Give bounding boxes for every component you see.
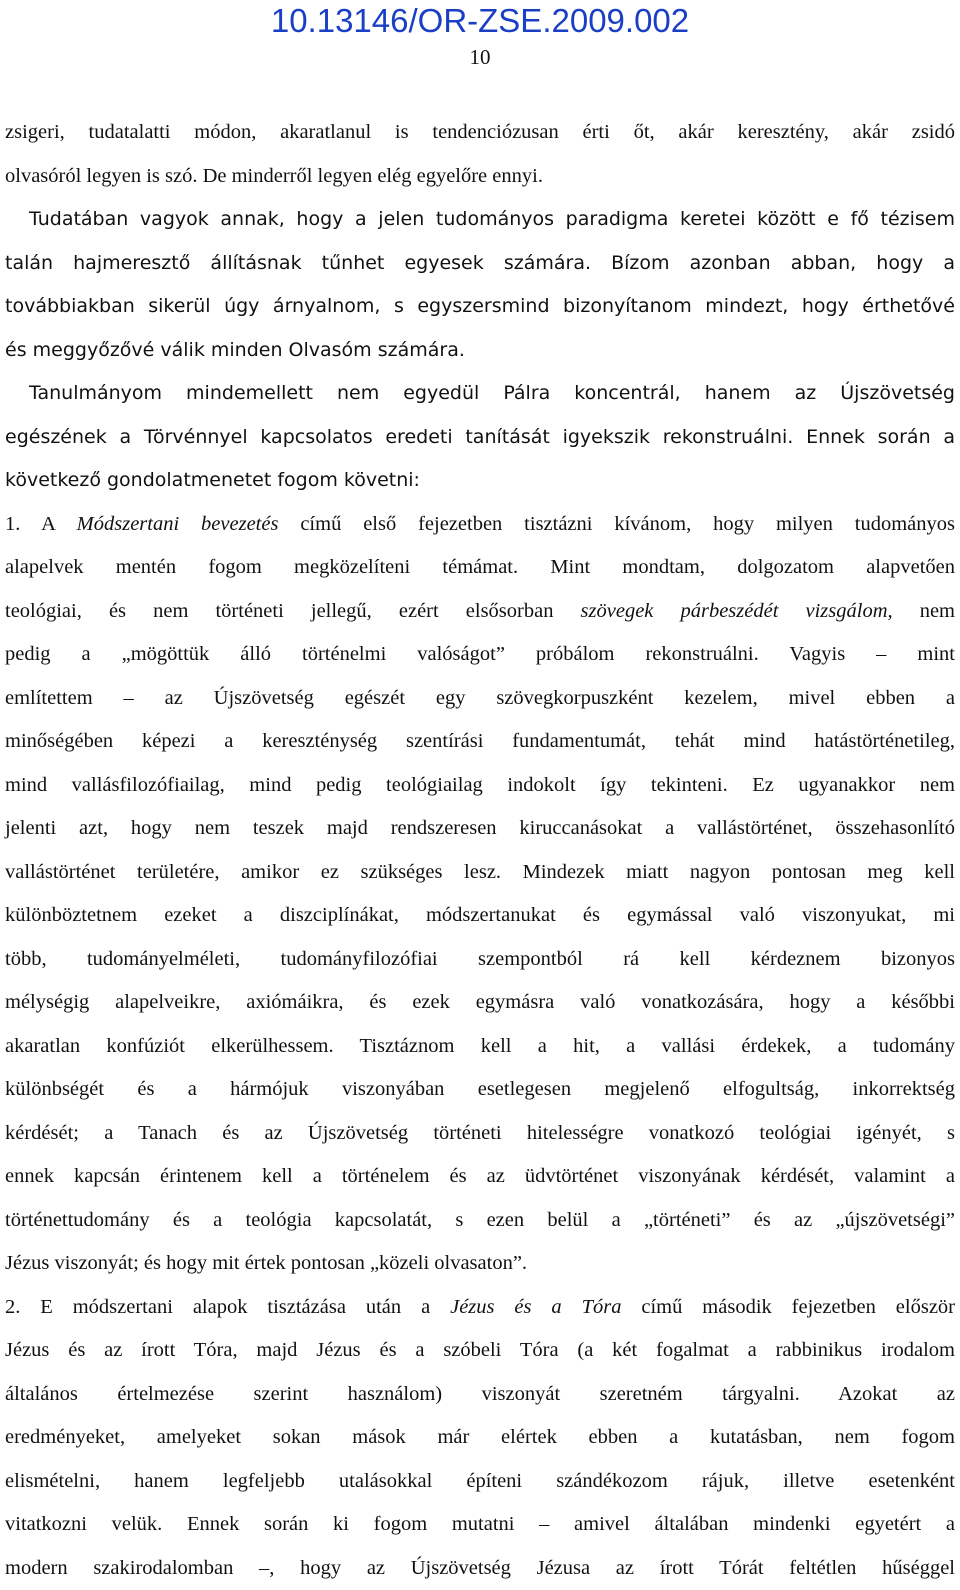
text-segment: teológiai, és nem történeti jellegű, ezért elsősorban bbox=[5, 600, 581, 622]
text-line: vitatkozni velük. Ennek során ki fogom mutatni – amivel általában mindenki egyetért a bbox=[5, 1503, 955, 1547]
text-segment: nem bbox=[893, 600, 955, 622]
text-line: zsigeri, tudatalatti módon, akaratlanul is tendenciózusan érti őt, akár keresztény, akár zsidó bbox=[5, 111, 955, 155]
text-line: jelenti azt, hogy nem teszek majd rendszeresen kiruccanásokat a vallástörténet, összehasonlító bbox=[5, 807, 955, 851]
italic-title: szövegek párbeszédét vizsgálom, bbox=[581, 600, 893, 622]
text-line: Tanulmányom mindemellett nem egyedül Pálra koncentrál, hanem az Újszövetség bbox=[5, 372, 955, 416]
text-line bbox=[5, 590, 955, 634]
italic-title: Módszertani bevezetés bbox=[77, 513, 279, 535]
text-line: általános értelmezése szerint használom) viszonyát szeretném tárgyalni. Azokat az bbox=[5, 1373, 955, 1417]
text-segment: című második fejezetben először bbox=[621, 1296, 955, 1318]
text-line: vallástörténet területére, amikor ez szükséges lesz. Mindezek miatt nagyon pontosan meg kell bbox=[5, 851, 955, 895]
text-line: különböztetnem ezeket a diszciplínákat, módszertanukat és egymással való viszonyukat, mi bbox=[5, 894, 955, 938]
text-line: minőségében képezi a kereszténység szentírási fundamentumát, tehát mind hatástörténetileg, bbox=[5, 720, 955, 764]
text-line: és meggyőzővé válik minden Olvasóm számára. bbox=[5, 329, 955, 373]
page-number: 10 bbox=[0, 44, 960, 70]
text-line: több, tudományelméleti, tudományfilozófiai szempontból rá kell kérdeznem bizonyos bbox=[5, 938, 955, 982]
text-line: alapelvek mentén fogom megközelíteni témámat. Mint mondtam, dolgozatom alapvetően bbox=[5, 546, 955, 590]
text-line bbox=[5, 1286, 955, 1330]
text-line: történettudomány és a teológia kapcsolatát, s ezen belül a „történeti” és az „újszövetségi” bbox=[5, 1199, 955, 1243]
text-line: különbségét és a hármójuk viszonyában esetlegesen megjelenő elfogultság, inkorrektség bbox=[5, 1068, 955, 1112]
document-body bbox=[5, 111, 955, 1590]
text-line: Jézus viszonyát; és hogy mit értek pontosan „közeli olvasaton”. bbox=[5, 1242, 955, 1286]
doi-header[interactable]: 10.13146/OR-ZSE.2009.002 bbox=[0, 2, 960, 40]
text-line: Tudatában vagyok annak, hogy a jelen tudományos paradigma keretei között e fő tézisem bbox=[5, 198, 955, 242]
text-line: olvasóról legyen is szó. De minderről legyen elég egyelőre ennyi. bbox=[5, 155, 955, 199]
text-line: említettem – az Újszövetség egészét egy szövegkorpuszként kezelem, mivel ebben a bbox=[5, 677, 955, 721]
text-line: elismételni, hanem legfeljebb utalásokkal építeni szándékozom rájuk, illetve esetenként bbox=[5, 1460, 955, 1504]
text-line: következő gondolatmenetet fogom követni: bbox=[5, 459, 955, 503]
italic-title: Jézus és a Tóra bbox=[450, 1296, 621, 1318]
text-line: Jézus és az írott Tóra, majd Jézus és a szóbeli Tóra (a két fogalmat a rabbinikus irodalom bbox=[5, 1329, 955, 1373]
text-line: akaratlan konfúziót elkerülhessem. Tisztáznom kell a hit, a vallási érdekek, a tudomány bbox=[5, 1025, 955, 1069]
text-segment: 1. A bbox=[5, 513, 77, 535]
text-line: eredményeket, amelyeket sokan mások már elértek ebben a kutatásban, nem fogom bbox=[5, 1416, 955, 1460]
text-line: talán hajmeresztő állításnak tűnhet egyesek számára. Bízom azonban abban, hogy a bbox=[5, 242, 955, 286]
text-line: továbbiakban sikerül úgy árnyalnom, s egyszersmind bizonyítanom mindezt, hogy érthetővé bbox=[5, 285, 955, 329]
text-line: egészének a Törvénnyel kapcsolatos eredeti tanítását igyekszik rekonstruálni. Ennek során a bbox=[5, 416, 955, 460]
text-line: mélységig alapelveikre, axiómáikra, és ezek egymásra való vonatkozására, hogy a későbbi bbox=[5, 981, 955, 1025]
text-line: mind vallásfilozófiailag, mind pedig teológiailag indokolt így tekinteni. Ez ugyanakkor nem bbox=[5, 764, 955, 808]
text-line: modern szakirodalomban –, hogy az Újszövetség Jézusa az írott Tórát feltétlen hűséggel bbox=[5, 1547, 955, 1590]
text-segment: című első fejezetben tisztázni kívánom, hogy milyen tudományos bbox=[278, 513, 955, 535]
text-line: kérdését; a Tanach és az Újszövetség történeti hitelességre vonatkozó teológiai igényét, s bbox=[5, 1112, 955, 1156]
text-line bbox=[5, 503, 955, 547]
text-segment: 2. E módszertani alapok tisztázása után a bbox=[5, 1296, 450, 1318]
text-line: pedig a „mögöttük álló történelmi valóságot” próbálom rekonstruálni. Vagyis – mint bbox=[5, 633, 955, 677]
text-line: ennek kapcsán érintenem kell a történelem és az üdvtörténet viszonyának kérdését, valamint a bbox=[5, 1155, 955, 1199]
